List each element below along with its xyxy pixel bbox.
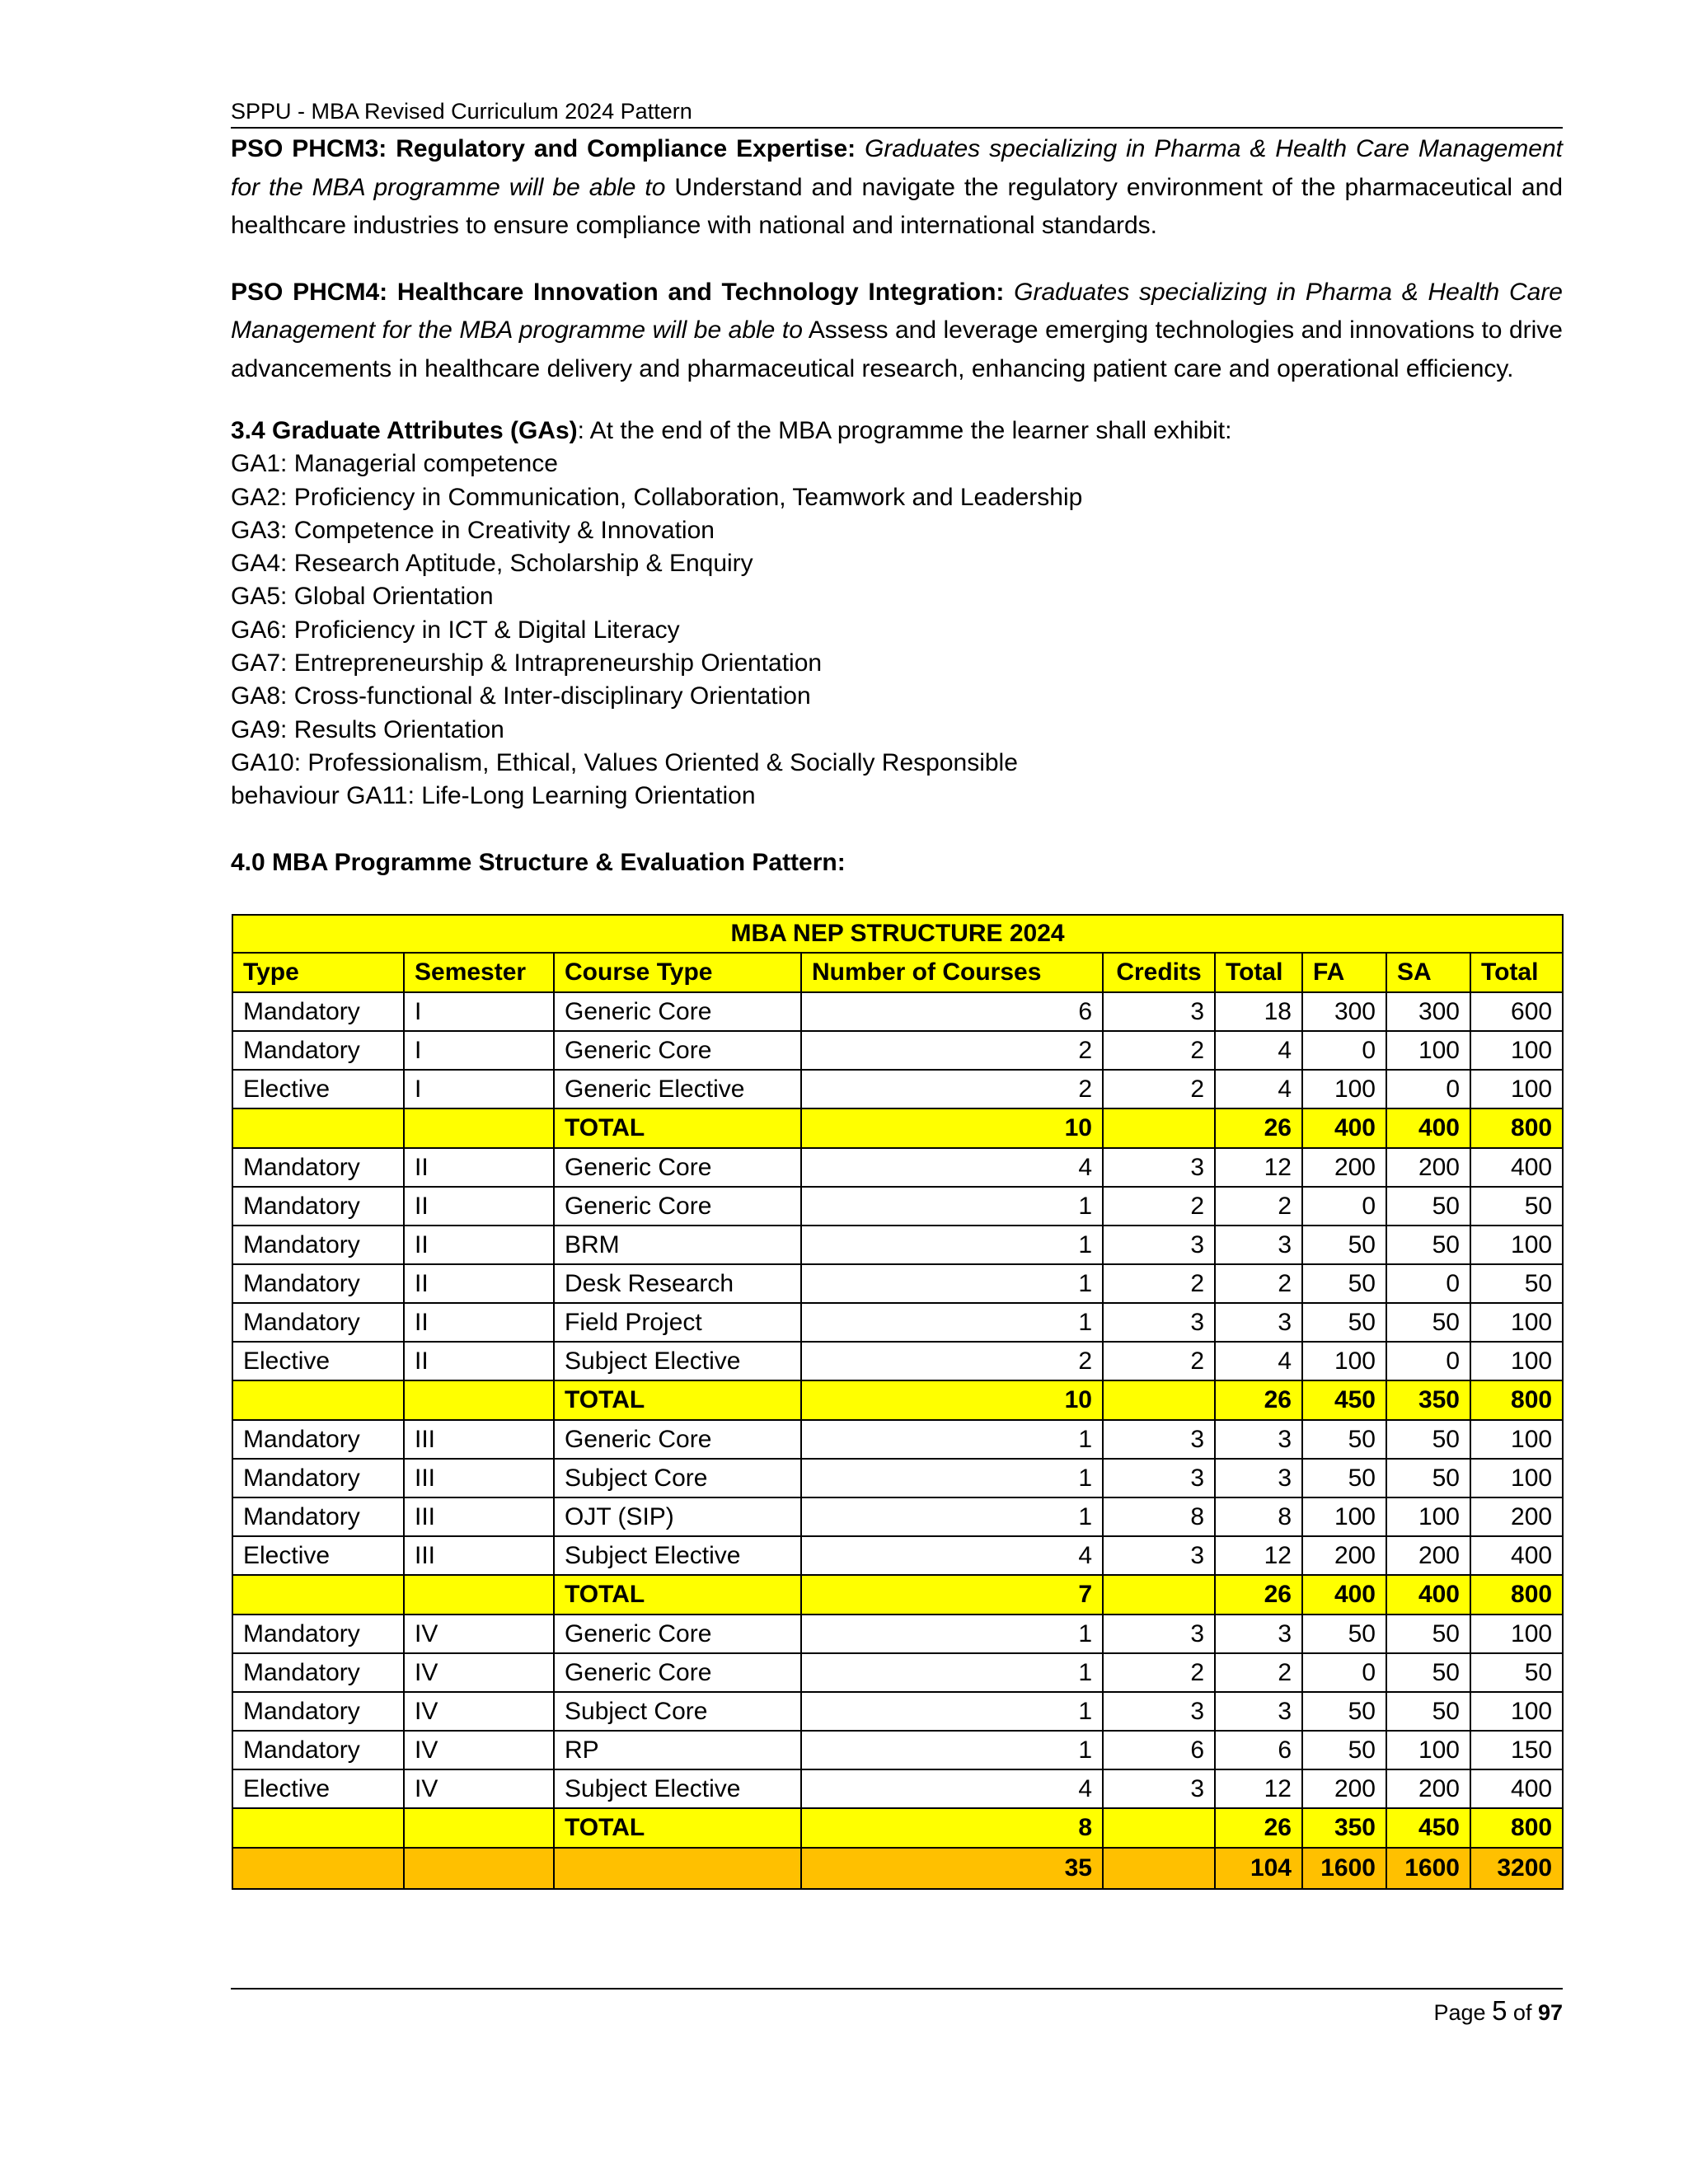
table-row — [232, 1420, 1563, 1459]
table-cell: 400 — [1470, 1148, 1563, 1187]
table-cell: Elective — [232, 1769, 404, 1808]
table-cell: Mandatory — [232, 1303, 404, 1342]
table-cell: III — [404, 1536, 554, 1575]
table-cell — [232, 1848, 404, 1889]
page-footer — [1434, 1994, 1564, 2029]
table-cell: RP — [554, 1731, 801, 1769]
table-cell: 50 — [1386, 1692, 1470, 1731]
table-cell: 26 — [1215, 1380, 1302, 1420]
page-prefix: Page — [1433, 2000, 1493, 2025]
table-cell: 50 — [1470, 1264, 1563, 1303]
table-cell: Generic Core — [554, 1615, 801, 1653]
table-cell: 50 — [1302, 1459, 1386, 1497]
semester-total-row — [232, 1380, 1563, 1420]
table-row — [232, 1536, 1563, 1575]
column-header: Type — [232, 953, 404, 992]
table-row — [232, 1070, 1563, 1108]
table-cell: Mandatory — [232, 1459, 404, 1497]
table-cell: 50 — [1302, 1303, 1386, 1342]
mba-structure-table — [232, 914, 1564, 1890]
table-cell: 200 — [1302, 1769, 1386, 1808]
table-cell: 1 — [801, 1264, 1103, 1303]
table-cell: TOTAL — [554, 1575, 801, 1615]
table-cell: 100 — [1470, 1070, 1563, 1108]
table-row — [232, 1148, 1563, 1187]
table-cell: II — [404, 1342, 554, 1380]
table-cell: 12 — [1215, 1148, 1302, 1187]
table-cell: 1 — [801, 1731, 1103, 1769]
table-cell: Subject Elective — [554, 1769, 801, 1808]
table-cell — [404, 1848, 554, 1889]
table-cell: 1 — [801, 1459, 1103, 1497]
table-cell: 3 — [1215, 1692, 1302, 1731]
table-cell: 2 — [1103, 1187, 1215, 1226]
footer-rule — [231, 1988, 1563, 1990]
table-row — [232, 1692, 1563, 1731]
table-cell: 4 — [801, 1536, 1103, 1575]
column-header: FA — [1302, 953, 1386, 992]
semester-total-row — [232, 1808, 1563, 1848]
table-cell: 4 — [801, 1769, 1103, 1808]
table-cell: Generic Core — [554, 1420, 801, 1459]
table-cell: Generic Core — [554, 1653, 801, 1692]
table-row — [232, 1303, 1563, 1342]
table-cell: 50 — [1470, 1653, 1563, 1692]
table-cell: 104 — [1215, 1848, 1302, 1889]
table-cell: Subject Core — [554, 1459, 801, 1497]
table-cell: 0 — [1386, 1264, 1470, 1303]
table-cell: IV — [404, 1769, 554, 1808]
table-cell: II — [404, 1264, 554, 1303]
table-cell: 50 — [1386, 1226, 1470, 1264]
table-cell: OJT (SIP) — [554, 1497, 801, 1536]
table-cell: Elective — [232, 1342, 404, 1380]
table-cell: Generic Elective — [554, 1070, 801, 1108]
table-cell: 100 — [1470, 1615, 1563, 1653]
pso-phcm4 — [231, 274, 1563, 389]
table-cell: 7 — [801, 1575, 1103, 1615]
table-cell: III — [404, 1497, 554, 1536]
semester-total-row — [232, 1108, 1563, 1148]
table-cell: 150 — [1470, 1731, 1563, 1769]
table-row — [232, 1497, 1563, 1536]
table-cell: 0 — [1302, 1031, 1386, 1070]
table-cell: 1 — [801, 1420, 1103, 1459]
table-cell: 26 — [1215, 1108, 1302, 1148]
table-row — [232, 1342, 1563, 1380]
ga-item: GA6: Proficiency in ICT & Digital Literacy — [231, 616, 680, 644]
table-cell: 400 — [1302, 1575, 1386, 1615]
semester-total-row — [232, 1575, 1563, 1615]
table-cell: 4 — [801, 1148, 1103, 1187]
table-cell: 6 — [1103, 1731, 1215, 1769]
ga-heading — [231, 415, 1563, 448]
table-cell — [404, 1108, 554, 1148]
column-header: Credits — [1103, 953, 1215, 992]
table-row — [232, 1226, 1563, 1264]
table-cell: 200 — [1386, 1148, 1470, 1187]
table-cell: Generic Core — [554, 1187, 801, 1226]
table-cell: 50 — [1386, 1187, 1470, 1226]
table-cell: 50 — [1386, 1459, 1470, 1497]
table-header-row — [232, 953, 1563, 992]
table-cell: Mandatory — [232, 1692, 404, 1731]
table-cell — [1103, 1848, 1215, 1889]
table-cell: 50 — [1386, 1420, 1470, 1459]
table-cell: TOTAL — [554, 1108, 801, 1148]
table-caption: MBA NEP STRUCTURE 2024 — [232, 915, 1563, 953]
table-cell: 2 — [1215, 1653, 1302, 1692]
section-4-title: 4.0 MBA Programme Structure & Evaluation Pattern: — [231, 848, 846, 876]
table-cell: 450 — [1386, 1808, 1470, 1848]
table-row — [232, 1615, 1563, 1653]
table-cell: 3 — [1103, 1692, 1215, 1731]
table-cell: 50 — [1302, 1615, 1386, 1653]
table-cell: 4 — [1215, 1031, 1302, 1070]
pso-phcm3 — [231, 130, 1563, 246]
table-cell: TOTAL — [554, 1380, 801, 1420]
table-cell: 400 — [1470, 1536, 1563, 1575]
ga-item: GA3: Competence in Creativity & Innovation — [231, 516, 715, 544]
ga-title: 3.4 Graduate Attributes (GAs) — [231, 417, 578, 444]
table-cell: IV — [404, 1692, 554, 1731]
table-cell: II — [404, 1303, 554, 1342]
table-cell: 50 — [1302, 1420, 1386, 1459]
pso-italic: Graduates specializing in Pharma & Health Care Management for the MBA programme will be able to — [231, 278, 1563, 344]
table-cell: 2 — [1103, 1070, 1215, 1108]
table-cell: 100 — [1470, 1226, 1563, 1264]
table-cell: 350 — [1386, 1380, 1470, 1420]
pso-italic: Graduates specializing in Pharma & Health Care Management for the MBA programme will be able to — [231, 135, 1563, 201]
table-cell — [232, 1808, 404, 1848]
ga-item: behaviour GA11: Life-Long Learning Orientation — [231, 782, 756, 810]
table-cell: 10 — [801, 1380, 1103, 1420]
table-cell: 6 — [801, 992, 1103, 1031]
page-content — [231, 130, 1563, 879]
table-cell: Generic Core — [554, 1148, 801, 1187]
table-cell: 1 — [801, 1615, 1103, 1653]
table-cell: 2 — [1103, 1653, 1215, 1692]
table-row — [232, 1769, 1563, 1808]
table-cell: 3 — [1215, 1303, 1302, 1342]
table-cell: 200 — [1302, 1536, 1386, 1575]
table-cell: 8 — [1215, 1497, 1302, 1536]
table-cell: 0 — [1386, 1070, 1470, 1108]
table-cell: 18 — [1215, 992, 1302, 1031]
table-cell: 600 — [1470, 992, 1563, 1031]
table-cell: Field Project — [554, 1303, 801, 1342]
table-cell: 800 — [1470, 1108, 1563, 1148]
table-cell: 400 — [1470, 1769, 1563, 1808]
table-cell: 3 — [1103, 1769, 1215, 1808]
table-cell: IV — [404, 1653, 554, 1692]
column-header: Total — [1215, 953, 1302, 992]
table-cell: 8 — [1103, 1497, 1215, 1536]
table-cell: 300 — [1386, 992, 1470, 1031]
table-cell: Subject Elective — [554, 1342, 801, 1380]
column-header: Course Type — [554, 953, 801, 992]
ga-item: GA9: Results Orientation — [231, 715, 504, 743]
column-header: Number of Courses — [801, 953, 1103, 992]
ga-item: GA10: Professionalism, Ethical, Values Oriented & Socially Responsible — [231, 748, 1018, 776]
table-row — [232, 1031, 1563, 1070]
table-cell: 1600 — [1302, 1848, 1386, 1889]
table-cell: 100 — [1386, 1031, 1470, 1070]
table-cell: I — [404, 992, 554, 1031]
table-cell: 4 — [1215, 1070, 1302, 1108]
table-cell: Mandatory — [232, 1031, 404, 1070]
table-cell — [232, 1108, 404, 1148]
ga-item: GA2: Proficiency in Communication, Collaboration, Teamwork and Leadership — [231, 483, 1083, 511]
table-cell: Mandatory — [232, 1731, 404, 1769]
table-cell: II — [404, 1187, 554, 1226]
table-cell: 400 — [1302, 1108, 1386, 1148]
table-row — [232, 1187, 1563, 1226]
table-cell: 200 — [1302, 1148, 1386, 1187]
table-cell: 3200 — [1470, 1848, 1563, 1889]
ga-item: GA7: Entrepreneurship & Intrapreneurship Orientation — [231, 649, 823, 677]
ga-list — [231, 448, 1563, 813]
table-cell: 50 — [1470, 1187, 1563, 1226]
table-cell: III — [404, 1420, 554, 1459]
table-cell: Mandatory — [232, 1187, 404, 1226]
table-cell: 2 — [1215, 1187, 1302, 1226]
table-cell: III — [404, 1459, 554, 1497]
table-cell: I — [404, 1070, 554, 1108]
table-cell: Mandatory — [232, 1226, 404, 1264]
table-cell: 3 — [1103, 1615, 1215, 1653]
table-cell: Mandatory — [232, 1497, 404, 1536]
table-cell — [1103, 1575, 1215, 1615]
table-cell: Elective — [232, 1536, 404, 1575]
table-cell: 300 — [1302, 992, 1386, 1031]
table-cell: 12 — [1215, 1769, 1302, 1808]
table-row — [232, 1653, 1563, 1692]
table-body — [232, 915, 1563, 1889]
table-cell — [1103, 1808, 1215, 1848]
table-cell: 100 — [1302, 1070, 1386, 1108]
table-cell: 100 — [1470, 1031, 1563, 1070]
table-cell: 0 — [1302, 1187, 1386, 1226]
table-cell: 3 — [1215, 1615, 1302, 1653]
table-cell: I — [404, 1031, 554, 1070]
table-cell: Mandatory — [232, 1264, 404, 1303]
table-cell: 100 — [1470, 1459, 1563, 1497]
table-cell: TOTAL — [554, 1808, 801, 1848]
table-cell: BRM — [554, 1226, 801, 1264]
table-cell: 100 — [1470, 1420, 1563, 1459]
table-cell: 3 — [1103, 992, 1215, 1031]
table-cell: 3 — [1103, 1148, 1215, 1187]
ga-item: GA1: Managerial competence — [231, 450, 558, 478]
table-cell: 8 — [801, 1808, 1103, 1848]
table-cell: 3 — [1215, 1420, 1302, 1459]
column-header: SA — [1386, 953, 1470, 992]
table-cell: II — [404, 1226, 554, 1264]
table-cell: 1 — [801, 1187, 1103, 1226]
table-row — [232, 1264, 1563, 1303]
table-cell: 0 — [1386, 1342, 1470, 1380]
table-cell: 26 — [1215, 1808, 1302, 1848]
page-total: 97 — [1537, 2000, 1563, 2025]
column-header: Total — [1470, 953, 1563, 992]
table-cell: 26 — [1215, 1575, 1302, 1615]
table-cell: 450 — [1302, 1380, 1386, 1420]
table-cell: 3 — [1215, 1459, 1302, 1497]
table-cell: 1600 — [1386, 1848, 1470, 1889]
table-cell: 50 — [1386, 1653, 1470, 1692]
pso-text: Assess and leverage emerging technologies and innovations to drive advancements in healthcare delivery and pharmaceutical research, enhancing patient care and operational efficiency. — [231, 316, 1563, 382]
table-cell: 50 — [1302, 1264, 1386, 1303]
table-cell: 35 — [801, 1848, 1103, 1889]
table-cell: II — [404, 1148, 554, 1187]
table-cell — [1103, 1108, 1215, 1148]
table-cell: 100 — [1386, 1731, 1470, 1769]
grand-total-row — [232, 1848, 1563, 1889]
running-header-text: SPPU - MBA Revised Curriculum 2024 Pattern — [231, 99, 692, 124]
table-cell: 3 — [1103, 1226, 1215, 1264]
ga-item: GA4: Research Aptitude, Scholarship & Enquiry — [231, 550, 753, 578]
table-cell: 1 — [801, 1497, 1103, 1536]
table-cell: 2 — [1103, 1264, 1215, 1303]
table-cell: 2 — [1103, 1031, 1215, 1070]
table-cell: 200 — [1386, 1769, 1470, 1808]
table-cell: Mandatory — [232, 992, 404, 1031]
table-cell — [404, 1808, 554, 1848]
table-cell: 100 — [1470, 1303, 1563, 1342]
table-cell: Generic Core — [554, 1031, 801, 1070]
table-cell: Generic Core — [554, 992, 801, 1031]
table-cell — [232, 1380, 404, 1420]
page-number: 5 — [1492, 1995, 1507, 2026]
table-cell: 1 — [801, 1226, 1103, 1264]
table-cell — [232, 1575, 404, 1615]
table-cell: 100 — [1386, 1497, 1470, 1536]
table-row — [232, 1459, 1563, 1497]
table-cell: 50 — [1302, 1226, 1386, 1264]
table-cell: 200 — [1386, 1536, 1470, 1575]
table-cell: 3 — [1103, 1420, 1215, 1459]
table-cell: Mandatory — [232, 1615, 404, 1653]
table-cell: IV — [404, 1615, 554, 1653]
table-cell: Mandatory — [232, 1420, 404, 1459]
table-cell: 100 — [1470, 1342, 1563, 1380]
table-cell: 50 — [1386, 1615, 1470, 1653]
table-cell: Mandatory — [232, 1148, 404, 1187]
table-cell: 3 — [1103, 1303, 1215, 1342]
table-cell: 6 — [1215, 1731, 1302, 1769]
table-cell: 2 — [801, 1031, 1103, 1070]
table-cell: Subject Core — [554, 1692, 801, 1731]
table-cell: 1 — [801, 1303, 1103, 1342]
table-cell: 1 — [801, 1692, 1103, 1731]
table-cell: IV — [404, 1731, 554, 1769]
table-cell: 12 — [1215, 1536, 1302, 1575]
table-cell: 800 — [1470, 1380, 1563, 1420]
table-cell: 10 — [801, 1108, 1103, 1148]
table-cell: 400 — [1386, 1575, 1470, 1615]
table-cell — [554, 1848, 801, 1889]
table-cell: 4 — [1215, 1342, 1302, 1380]
table-cell: 2 — [801, 1342, 1103, 1380]
table-cell: 100 — [1302, 1342, 1386, 1380]
table-cell: 800 — [1470, 1575, 1563, 1615]
table-cell: Elective — [232, 1070, 404, 1108]
table-cell: 50 — [1302, 1692, 1386, 1731]
table-cell: 100 — [1302, 1497, 1386, 1536]
table-cell: 3 — [1103, 1459, 1215, 1497]
table-cell: 50 — [1302, 1731, 1386, 1769]
graduate-attributes — [231, 415, 1563, 813]
ga-item: GA8: Cross-functional & Inter-disciplinary Orientation — [231, 682, 811, 710]
table-cell: Subject Elective — [554, 1536, 801, 1575]
table-cell: 200 — [1470, 1497, 1563, 1536]
table-cell: 2 — [1103, 1342, 1215, 1380]
table-cell: 100 — [1470, 1692, 1563, 1731]
table-cell: 2 — [801, 1070, 1103, 1108]
table-cell: 350 — [1302, 1808, 1386, 1848]
table-cell: 50 — [1386, 1303, 1470, 1342]
ga-intro: : At the end of the MBA programme the learner shall exhibit: — [577, 417, 1232, 444]
table-cell: 3 — [1103, 1536, 1215, 1575]
table-cell: 800 — [1470, 1808, 1563, 1848]
table-row — [232, 1731, 1563, 1769]
table-cell: 1 — [801, 1653, 1103, 1692]
table-cell: 0 — [1302, 1653, 1386, 1692]
table-cell: 400 — [1386, 1108, 1470, 1148]
ga-item: GA5: Global Orientation — [231, 583, 494, 611]
pso-text: Understand and navigate the regulatory environment of the pharmaceutical and healthcare industries to ensure compliance with national and international standards. — [231, 173, 1564, 239]
table-cell: 3 — [1215, 1226, 1302, 1264]
table-row — [232, 992, 1563, 1031]
pso-label: PSO PHCM4: Healthcare Innovation and Technology Integration: — [231, 278, 1005, 306]
table-caption-row — [232, 915, 1563, 953]
table-cell: 2 — [1215, 1264, 1302, 1303]
table-cell — [404, 1380, 554, 1420]
table-cell — [404, 1575, 554, 1615]
column-header: Semester — [404, 953, 554, 992]
table-cell: Mandatory — [232, 1653, 404, 1692]
pso-label: PSO PHCM3: Regulatory and Compliance Expertise: — [231, 135, 856, 162]
running-header — [231, 97, 1563, 129]
table-cell — [1103, 1380, 1215, 1420]
table-cell: Desk Research — [554, 1264, 801, 1303]
page-of: of — [1507, 2000, 1538, 2025]
